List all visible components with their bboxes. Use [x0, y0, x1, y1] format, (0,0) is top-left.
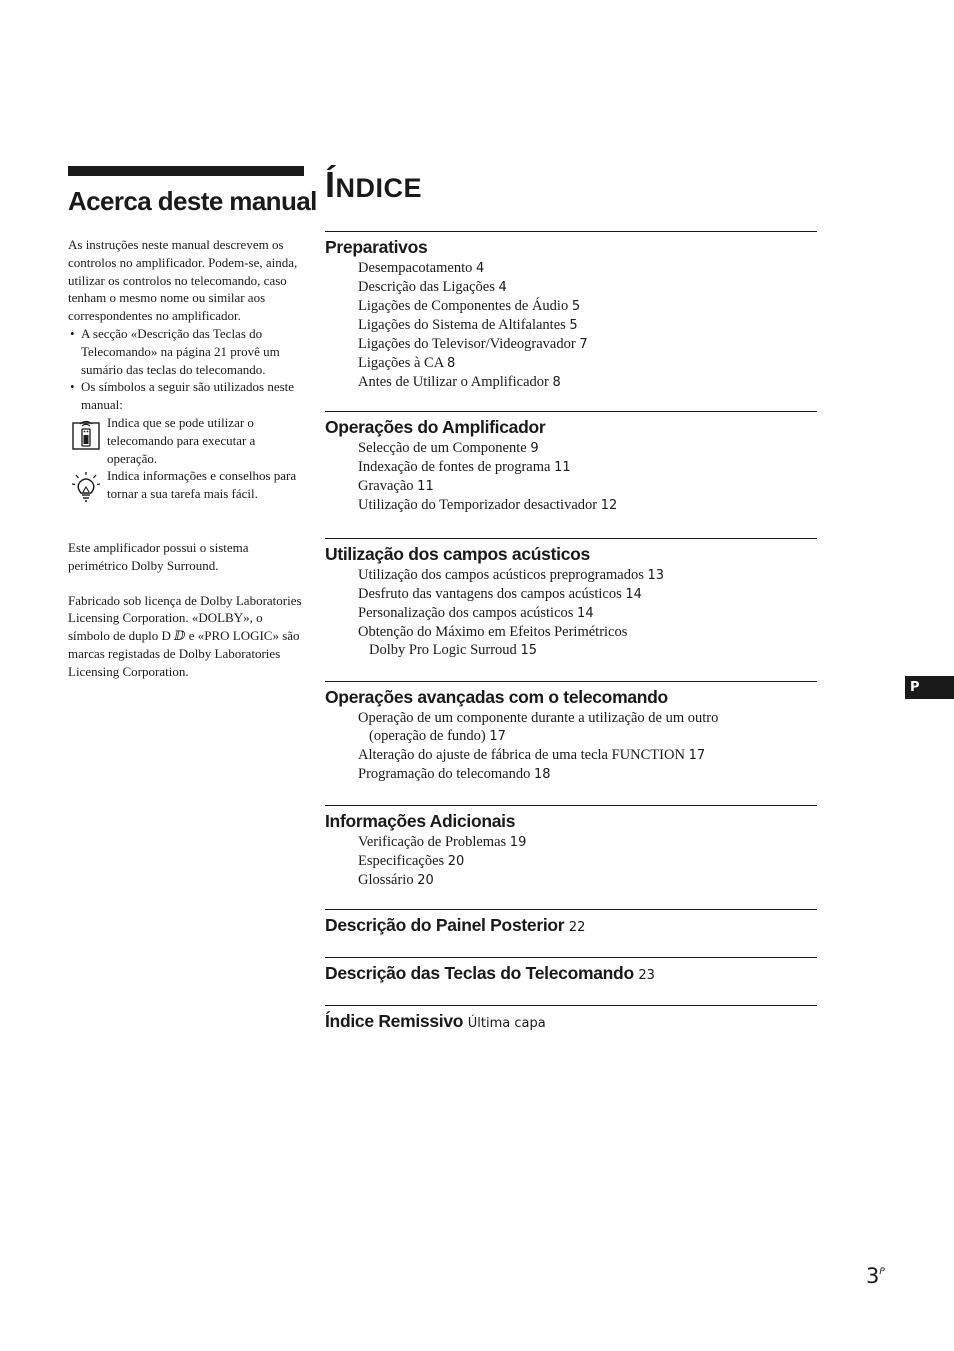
section-heading-text: Índice Remissivo — [325, 1011, 464, 1031]
index-entry-page: 11 — [417, 479, 434, 494]
license-note: Fabricado sob licença de Dolby Laboratories Licensing Corporation. «DOLBY», o símbolo de duplo D ⅅ e «PRO LOGIC» são marcas registadas de Dolby Laboratories Licensing Corporation. — [68, 592, 302, 679]
section-entries — [325, 709, 817, 784]
index-entry-page: 20 — [417, 873, 434, 888]
index-section — [325, 681, 817, 784]
index-entry — [358, 623, 817, 641]
index-section — [325, 411, 817, 515]
index-entry-text: Obtenção do Máximo em Efeitos Perimétricos — [358, 624, 628, 640]
index-entry-page: 7 — [579, 337, 588, 352]
index-entry — [358, 477, 817, 496]
index-entry — [358, 354, 817, 373]
index-entry-text: Personalização dos campos acústicos — [358, 605, 578, 621]
index-entry-page: 12 — [600, 498, 618, 513]
index-entry — [358, 727, 817, 746]
section-entries — [325, 259, 817, 392]
intro-paragraph: As instruções neste manual descrevem os controlos no amplificador. Podem-se, ainda, utilizar os controlos no telecomando, caso tenham o mesmo nome ou similar aos correspondentes no amplificador. — [68, 237, 298, 324]
index-entry-text: Desfruto das vantagens dos campos acústicos — [358, 586, 626, 602]
page-number-value: 3 — [866, 1264, 880, 1288]
index-entry — [358, 585, 817, 604]
index-entry-page: 11 — [554, 460, 571, 475]
index-section — [325, 538, 817, 660]
index-entry-text: Selecção de um Componente — [358, 440, 531, 456]
index-section — [325, 1005, 817, 1036]
index-entry-page: 17 — [489, 729, 506, 744]
lightbulb-icon — [71, 471, 101, 503]
index-entry — [358, 765, 817, 784]
index-column — [325, 160, 817, 1036]
symbol-row-remote — [68, 414, 304, 467]
index-entry-text: Descrição das Ligações — [358, 279, 499, 295]
index-entry — [358, 566, 817, 585]
index-title-rest: NDICE — [335, 173, 423, 203]
index-sections — [325, 231, 817, 1036]
index-entry-text: Utilização dos campos acústicos preprogramados — [358, 567, 648, 583]
heading-rule — [68, 166, 304, 176]
index-entry — [358, 458, 817, 477]
section-page: 22 — [568, 920, 586, 935]
section-heading: Operações do Amplificador — [325, 417, 546, 437]
index-entry — [358, 439, 817, 458]
index-entry-text: Desempacotamento — [358, 260, 476, 276]
index-entry — [358, 316, 817, 335]
index-entry-text: Verificação de Problemas — [358, 834, 510, 850]
index-entry-text: Operação de um componente durante a utilização de um outro — [358, 710, 719, 726]
section-heading: Utilização dos campos acústicos — [325, 544, 590, 564]
section-heading — [325, 1006, 817, 1036]
section-heading: Operações avançadas com o telecomando — [325, 687, 668, 707]
index-entry-page: 5 — [571, 299, 581, 314]
section-heading — [325, 910, 817, 940]
index-entry — [358, 297, 817, 316]
index-entry-page: 14 — [625, 587, 642, 602]
index-entry-text: Programação do telecomando — [358, 766, 534, 782]
dolby-surround-note: Este amplificador possui o sistema perimétrico Dolby Surround. — [68, 539, 249, 573]
index-entry-text: Utilização do Temporizador desactivador — [358, 497, 601, 513]
index-entry-page: 19 — [509, 835, 527, 850]
tip-symbol-description: Indica informações e conselhos para tornar a sua tarefa mais fácil. — [107, 468, 297, 502]
index-entry-text: Dolby Pro Logic Surroud — [369, 642, 521, 658]
index-entry-text: Antes de Utilizar o Amplificador — [358, 374, 553, 390]
section-entries — [325, 833, 817, 890]
index-entry-text: Gravação — [358, 478, 418, 494]
section-entries — [325, 566, 817, 660]
index-entry-text: Ligações do Sistema de Altifalantes — [358, 317, 570, 333]
index-entry-text: Ligações de Componentes de Áudio — [358, 298, 572, 314]
index-entry — [358, 335, 817, 354]
page-number-suffix: P — [879, 1267, 885, 1277]
index-section — [325, 909, 817, 940]
index-entry — [358, 871, 817, 890]
index-entry-text: Indexação de fontes de programa — [358, 459, 555, 475]
index-entry-page: 13 — [647, 568, 665, 583]
index-entry-page: 18 — [533, 767, 551, 782]
index-entry — [358, 709, 817, 727]
index-section — [325, 957, 817, 988]
index-entry-page: 9 — [530, 441, 539, 456]
index-entry — [358, 746, 817, 765]
section-heading-text: Descrição do Painel Posterior — [325, 915, 565, 935]
index-title-initial: Í — [325, 164, 336, 205]
section-page: 23 — [638, 968, 655, 983]
section-heading-text: Descrição das Teclas do Telecomando — [325, 963, 634, 983]
page-number — [866, 1264, 885, 1288]
index-entry-text: Especificações — [358, 853, 448, 869]
section-heading: Informações Adicionais — [325, 811, 516, 831]
index-entry-page: 20 — [447, 854, 465, 869]
index-entry — [358, 496, 817, 515]
index-entry-page: 14 — [577, 606, 594, 621]
index-title — [325, 160, 817, 213]
index-entry-page: 4 — [498, 280, 507, 295]
index-entry-text: Glossário — [358, 872, 418, 888]
index-entry-page: 17 — [688, 748, 706, 763]
index-entry-page: 8 — [447, 356, 456, 371]
remote-control-icon — [71, 418, 101, 450]
index-entry-text: Ligações à CA — [358, 355, 447, 371]
index-entry-text: Ligações do Televisor/Videogravador — [358, 336, 580, 352]
index-entry-page: 8 — [552, 375, 561, 390]
index-section — [325, 805, 817, 890]
section-entries — [325, 439, 817, 515]
about-manual-column — [68, 166, 317, 681]
index-entry — [358, 604, 817, 623]
bullet-list — [68, 325, 304, 414]
index-entry — [358, 278, 817, 297]
index-entry — [358, 641, 817, 660]
index-entry — [358, 259, 817, 278]
about-manual-title: Acerca deste manual — [68, 186, 317, 216]
index-entry — [358, 852, 817, 871]
index-section — [325, 231, 817, 392]
symbol-row-tip — [68, 467, 304, 503]
index-entry-page: 4 — [475, 261, 485, 276]
bullet-item: • A secção «Descrição das Teclas do Telecomando» na página 21 provê um sumário das teclas do telecomando. — [68, 325, 304, 378]
index-entry-text: Alteração do ajuste de fábrica de uma tecla FUNCTION — [358, 747, 689, 763]
index-entry — [358, 833, 817, 852]
section-page: Última capa — [467, 1016, 546, 1031]
index-entry-page: 5 — [569, 318, 578, 333]
index-entry-text: (operação de fundo) — [369, 728, 490, 744]
index-entry-page: 15 — [520, 643, 537, 658]
language-tab: P — [905, 676, 954, 699]
section-heading: Preparativos — [325, 237, 428, 257]
section-heading — [325, 958, 817, 988]
index-entry — [358, 373, 817, 392]
bullet-item: • Os símbolos a seguir são utilizados neste manual: — [68, 378, 304, 414]
remote-symbol-description: Indica que se pode utilizar o telecomando para executar a operação. — [107, 414, 256, 466]
